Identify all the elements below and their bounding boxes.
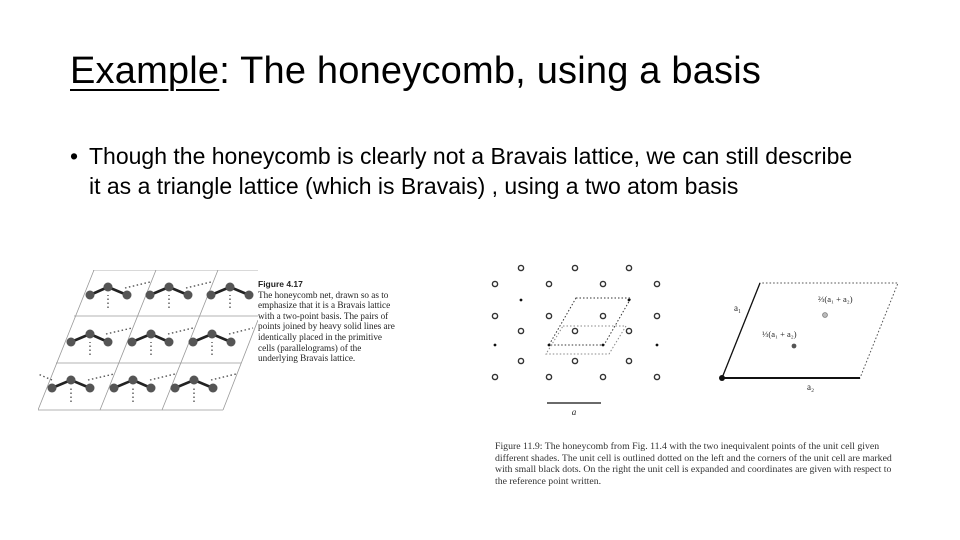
figure-right-caption: Figure 11.9: The honeycomb from Fig. 11.4 with the two inequivalent points of the unit cell given different shades. The unit cell is outlined dotted on the left and the corners of the unit cell are marked with small black dots. On the right the unit cell is expanded and coordinates are given with respect to the reference point written. [495,441,892,487]
basis-point-upper [823,313,828,318]
honeycomb-points-figure [488,258,668,418]
vector-a2-label: a₂ [807,382,815,392]
coordinate-upper-label: ⅔(a₁ + a₂) [818,294,853,304]
scale-bar-label: a [571,407,577,417]
dotted-unit-cells [546,298,631,354]
figure-left-caption-text: The honeycomb net, drawn so as to emphasize that it is a Bravais lattice with a two-point basis. The pairs of points joined by heavy solid lines are identically placed in the primitive cells (parallelograms) of the underlying Bravais lattice. [258,289,395,364]
figure-left-caption [258,279,400,364]
bullet-text: Though the honeycomb is clearly not a Bravais lattice, we can still describe it as a triangle lattice (which is Bravais) , using a two atom basis [89,143,853,199]
bullet-marker: • [70,143,79,169]
cell-corner-dots [494,299,659,347]
title-rest: : The honeycomb, using a basis [219,50,762,92]
unit-cell-outline [722,283,898,378]
lattice-points [492,265,659,379]
vector-a1-line [722,283,760,378]
bullet-item [70,141,870,201]
vector-a1-label: a₁ [734,303,742,313]
honeycomb-net-figure [38,270,258,420]
basis-point-lower [792,344,797,349]
slide-title [70,50,761,93]
coordinate-lower-label: ⅓(a₁ + a₂) [762,329,797,339]
figure-left-caption-label: Figure 4.17 [258,279,303,289]
title-underlined-word: Example [70,50,220,92]
reference-point [719,375,725,381]
expanded-unit-cell-figure [700,280,900,400]
